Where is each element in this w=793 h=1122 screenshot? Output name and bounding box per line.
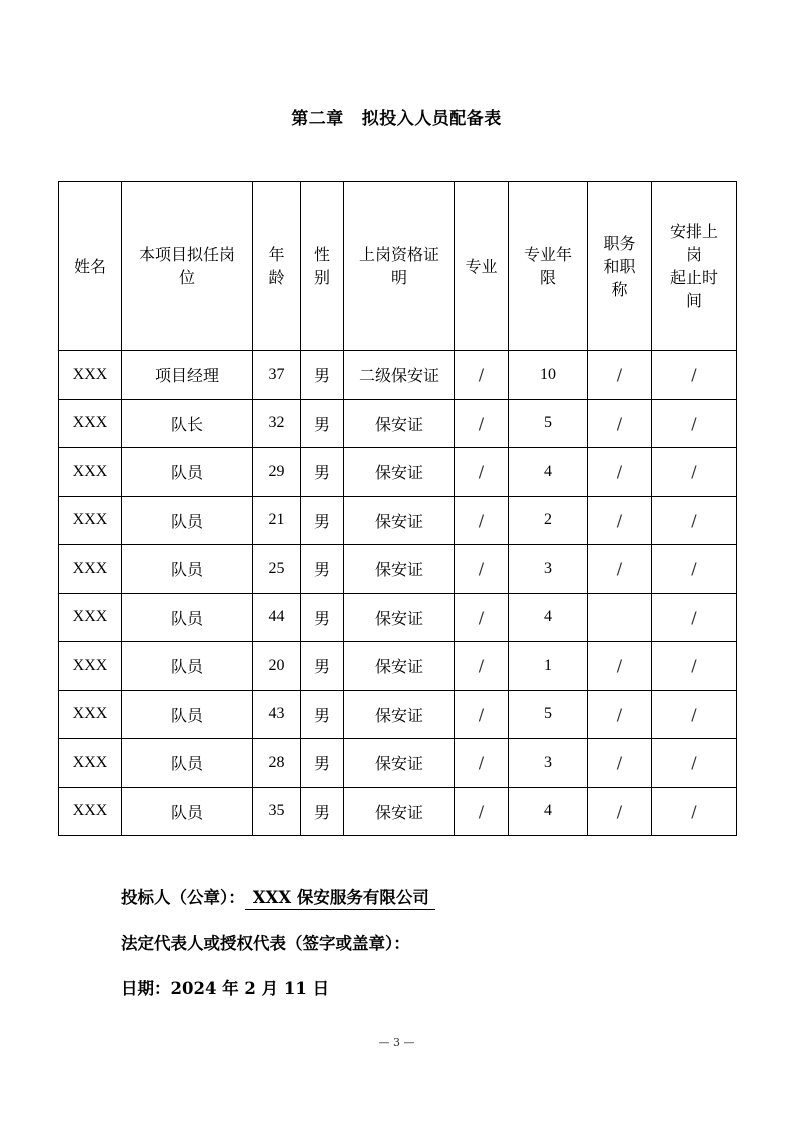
cell-name: XXX [59, 642, 122, 691]
cell-major: / [455, 642, 509, 691]
cell-position: 队员 [122, 690, 253, 739]
chapter-label: 第二章 [291, 109, 344, 129]
cell-years: 2 [509, 496, 588, 545]
date-value: 2024 年 2 月 11 日 [170, 979, 330, 998]
cell-schedule: / [652, 545, 737, 594]
cell-schedule: / [652, 739, 737, 788]
representative-label: 法定代表人或授权代表（签字或盖章）： [121, 933, 410, 953]
header-schedule [652, 182, 737, 351]
cell-position: 队长 [122, 399, 253, 448]
cell-schedule: / [652, 690, 737, 739]
header-line: 姓名 [73, 256, 106, 276]
cell-position: 项目经理 [122, 351, 253, 400]
cell-position: 队员 [122, 787, 253, 836]
cell-gender: 男 [301, 545, 344, 594]
cell-age: 20 [253, 642, 301, 691]
cell-years: 1 [509, 642, 588, 691]
cell-schedule: / [652, 642, 737, 691]
cell-years: 3 [509, 545, 588, 594]
staffing-table [58, 181, 737, 836]
cell-age: 21 [253, 496, 301, 545]
cell-position: 队员 [122, 448, 253, 497]
cell-major: / [455, 787, 509, 836]
header-line: 上岗资格证 [358, 245, 439, 264]
cell-position: 队员 [122, 545, 253, 594]
header-line: 年 [268, 245, 285, 264]
page-title [0, 104, 793, 129]
cell-schedule: / [652, 593, 737, 642]
cell-name: XXX [59, 399, 122, 448]
cell-name: XXX [59, 690, 122, 739]
table-row [59, 496, 737, 545]
cell-age: 35 [253, 787, 301, 836]
table-row [59, 593, 737, 642]
cell-gender: 男 [301, 496, 344, 545]
signature-block [121, 884, 435, 1021]
bidder-value: XXX 保安服务有限公司 [245, 887, 435, 910]
cell-title: / [588, 496, 652, 545]
cell-position: 队员 [122, 642, 253, 691]
cell-age: 37 [253, 351, 301, 400]
header-line: 起止时 [669, 268, 718, 287]
cell-title: / [588, 690, 652, 739]
bidder-line [121, 884, 435, 911]
cell-name: XXX [59, 545, 122, 594]
cell-schedule: / [652, 351, 737, 400]
header-line: 和职 [603, 256, 636, 276]
date-label: 日期： [121, 979, 171, 998]
table-row [59, 642, 737, 691]
table-row [59, 351, 737, 400]
table-row [59, 787, 737, 836]
bidder-label: 投标人（公章）： [121, 888, 245, 907]
cell-certificate: 保安证 [344, 690, 455, 739]
table-row [59, 690, 737, 739]
cell-gender: 男 [301, 690, 344, 739]
cell-gender: 男 [301, 642, 344, 691]
cell-age: 43 [253, 690, 301, 739]
cell-title: / [588, 642, 652, 691]
cell-name: XXX [59, 593, 122, 642]
cell-name: XXX [59, 448, 122, 497]
header-line: 性 [313, 245, 330, 264]
cell-years: 3 [509, 739, 588, 788]
date-line [121, 975, 435, 1002]
cell-title: / [588, 448, 652, 497]
representative-line [121, 930, 435, 957]
cell-position: 队员 [122, 496, 253, 545]
header-title [588, 182, 652, 351]
header-name [59, 182, 122, 351]
header-line: 称 [611, 279, 628, 299]
cell-title [588, 593, 652, 642]
cell-age: 32 [253, 399, 301, 448]
cell-certificate: 二级保安证 [344, 351, 455, 400]
cell-certificate: 保安证 [344, 739, 455, 788]
cell-age: 25 [253, 545, 301, 594]
header-line: 本项目拟任岗 [138, 245, 235, 264]
cell-gender: 男 [301, 739, 344, 788]
table-row [59, 399, 737, 448]
header-age [253, 182, 301, 351]
cell-gender: 男 [301, 351, 344, 400]
table-header-row [59, 182, 737, 351]
cell-name: XXX [59, 739, 122, 788]
cell-major: / [455, 739, 509, 788]
cell-schedule: / [652, 399, 737, 448]
cell-certificate: 保安证 [344, 787, 455, 836]
header-line: 职务 [603, 233, 636, 253]
cell-years: 4 [509, 593, 588, 642]
table-row [59, 448, 737, 497]
cell-schedule: / [652, 448, 737, 497]
cell-certificate: 保安证 [344, 496, 455, 545]
cell-years: 4 [509, 787, 588, 836]
cell-certificate: 保安证 [344, 448, 455, 497]
cell-major: / [455, 545, 509, 594]
header-years [509, 182, 588, 351]
cell-major: / [455, 593, 509, 642]
cell-years: 10 [509, 351, 588, 400]
cell-gender: 男 [301, 399, 344, 448]
table-body [59, 351, 737, 836]
header-line: 安排上 [669, 222, 718, 241]
cell-major: / [455, 399, 509, 448]
cell-major: / [455, 496, 509, 545]
table-title: 拟投入人员配备表 [361, 109, 502, 129]
cell-years: 5 [509, 399, 588, 448]
cell-major: / [455, 351, 509, 400]
cell-years: 4 [509, 448, 588, 497]
cell-gender: 男 [301, 593, 344, 642]
header-position [122, 182, 253, 351]
cell-name: XXX [59, 496, 122, 545]
cell-major: / [455, 690, 509, 739]
cell-age: 44 [253, 593, 301, 642]
header-line: 岗 [685, 245, 702, 264]
header-line: 别 [313, 268, 330, 287]
cell-position: 队员 [122, 593, 253, 642]
cell-age: 29 [253, 448, 301, 497]
cell-title: / [588, 545, 652, 594]
table-row [59, 545, 737, 594]
cell-title: / [588, 399, 652, 448]
cell-schedule: / [652, 496, 737, 545]
header-line: 位 [178, 268, 195, 287]
cell-major: / [455, 448, 509, 497]
header-certificate [344, 182, 455, 351]
cell-title: / [588, 351, 652, 400]
cell-name: XXX [59, 787, 122, 836]
page-number: — 3 — [378, 1036, 415, 1049]
cell-gender: 男 [301, 787, 344, 836]
header-line: 明 [390, 268, 407, 287]
cell-position: 队员 [122, 739, 253, 788]
header-line: 间 [685, 291, 702, 310]
cell-certificate: 保安证 [344, 545, 455, 594]
cell-title: / [588, 787, 652, 836]
header-major [455, 182, 509, 351]
cell-gender: 男 [301, 448, 344, 497]
cell-certificate: 保安证 [344, 399, 455, 448]
header-line: 专业年 [523, 245, 572, 264]
cell-certificate: 保安证 [344, 642, 455, 691]
header-line: 限 [539, 268, 556, 287]
header-line: 龄 [268, 268, 285, 287]
cell-name: XXX [59, 351, 122, 400]
cell-age: 28 [253, 739, 301, 788]
cell-schedule: / [652, 787, 737, 836]
cell-title: / [588, 739, 652, 788]
cell-certificate: 保安证 [344, 593, 455, 642]
table-row [59, 739, 737, 788]
cell-years: 5 [509, 690, 588, 739]
header-line: 专业 [465, 256, 498, 276]
header-gender [301, 182, 344, 351]
